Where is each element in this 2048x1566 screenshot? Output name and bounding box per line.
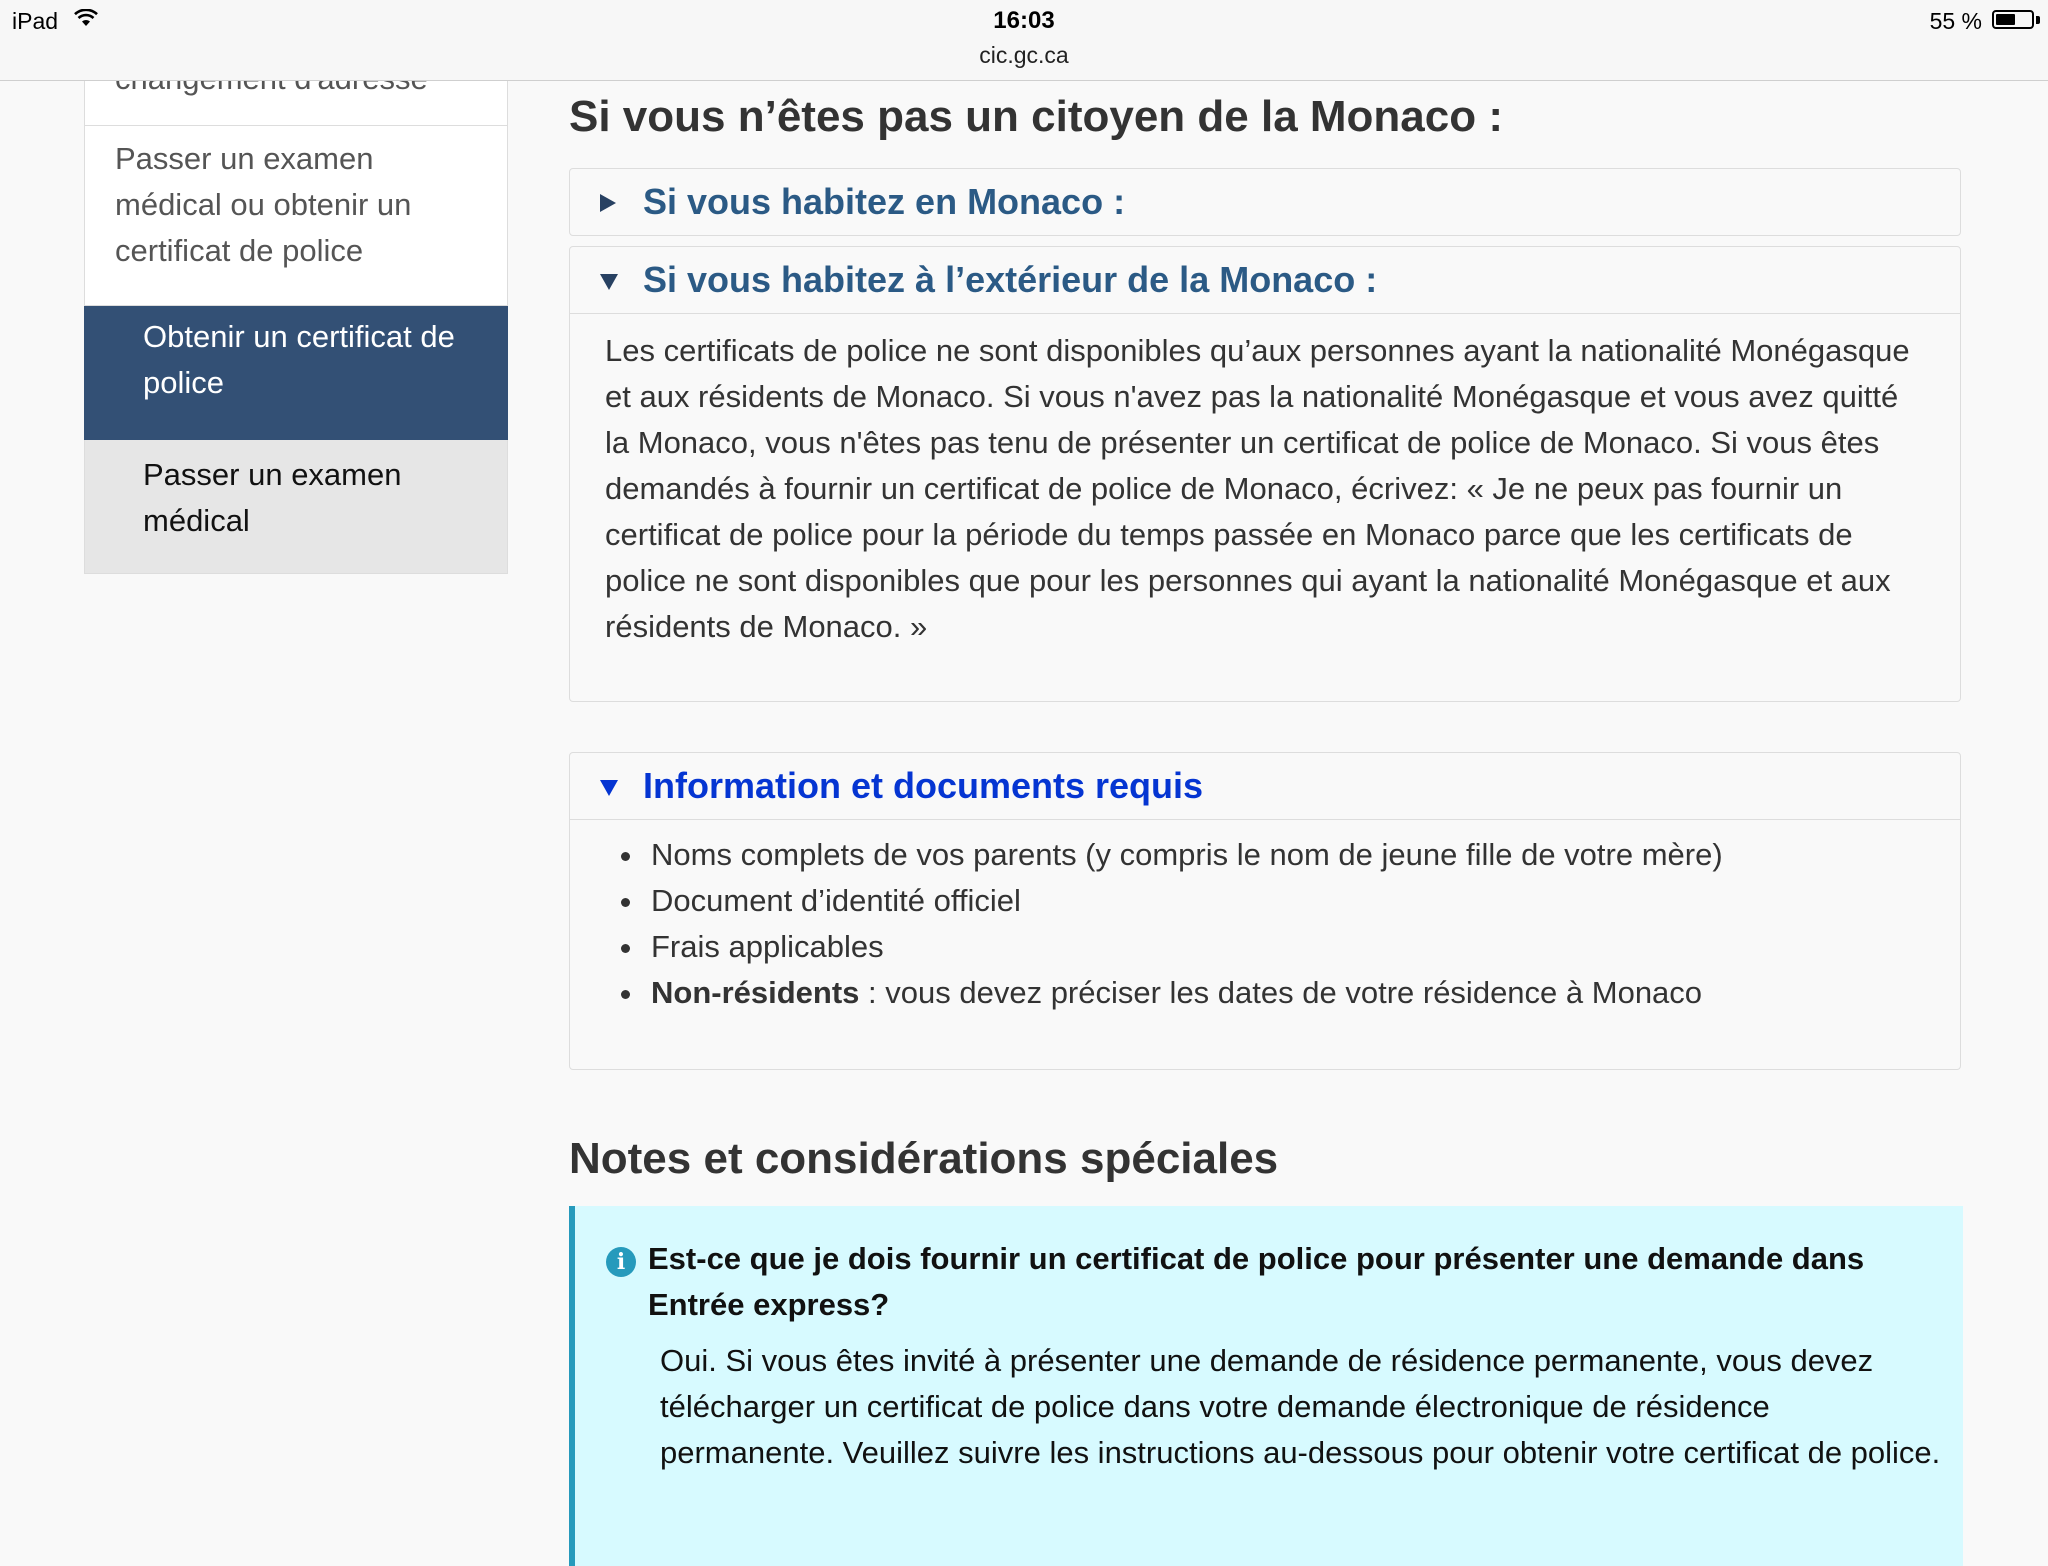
battery-tip [2036,16,2040,24]
battery-icon [1992,10,2034,29]
info-alert [569,1206,1963,1566]
sidebar-item-label: Passer un examen médical ou obtenir un certificat de police [115,141,412,268]
panel-toggle[interactable] [570,169,1960,235]
battery-percentage: 55 % [1929,8,1982,34]
sidebar-item-label: Obtenir un certificat de police [143,319,455,400]
info-icon: i [606,1247,636,1277]
panel-toggle[interactable] [570,247,1960,314]
panel-habitez-monaco [569,168,1961,236]
required-documents-list [570,832,1926,1016]
list-item: Frais applicables [570,924,1926,970]
status-bar [0,0,2048,81]
sidebar-item-medical-exam[interactable] [84,440,508,574]
panel-title-link[interactable]: Information et documents requis [643,765,1204,806]
sidebar-item-label: Passer un examen médical [143,457,402,538]
panel-toggle[interactable] [570,753,1960,820]
device-name: iPad [12,8,59,34]
alert-answer: Oui. Si vous êtes invité à présenter une demande de résidence permanente, vous devez télécharger un certificat de police dans votre demande électronique de résidence permanente. Veuillez suivre les instructions au-dessous pour obtenir votre certificat de police. [660,1343,1941,1470]
list-item: Document d’identité officiel [570,878,1926,924]
panel-body-text: Les certificats de police ne sont disponibles qu’aux personnes ayant la nationalité Monégasque et aux résidents de Monaco. Si vous n'avez pas la nationalité Monégasque et vous avez quitté la Monaco, vous n'êtes pas tenu de présenter un certificat de police de Monaco. Si vous êtes demandés à fournir un certificat de police de Monaco, écrivez: « Je ne peux pas fournir un certificat de police pour la période du temps passée en Monaco parce que les certificats de police ne sont disponibles que pour les personnes qui ayant la nationalité Monégasque et aux résidents de Monaco. » [605,333,1910,644]
list-item: Noms complets de vos parents (y compris le nom de jeune fille de votre mère) [570,832,1926,878]
triangle-down-icon [600,780,618,796]
panel-title: Si vous habitez à l’extérieur de la Monaco : [643,259,1378,300]
url-bar[interactable]: cic.gc.ca [979,42,1069,68]
sidebar-nav [84,40,508,574]
triangle-down-icon [600,274,618,290]
panel-title: Si vous habitez en Monaco : [643,181,1126,222]
alert-question: Est-ce que je dois fournir un certificat de police pour présenter une demande dans Entrée express? [648,1241,1865,1322]
sidebar-item-police-certificate[interactable] [84,306,508,440]
panel-documents-requis [569,752,1961,1070]
panel-body [570,820,1960,1016]
list-item: Non-résidents : vous devez préciser les dates de votre résidence à Monaco [570,970,1926,1016]
battery-level [1996,14,2015,25]
panel-habitez-exterieur [569,246,1961,702]
section-heading: Si vous n’êtes pas un citoyen de la Monaco : [569,92,1503,141]
sidebar-item-medical-or-police[interactable] [84,126,508,306]
clock: 16:03 [993,7,1055,34]
notes-heading: Notes et considérations spéciales [569,1134,1279,1183]
triangle-right-icon [600,194,616,212]
